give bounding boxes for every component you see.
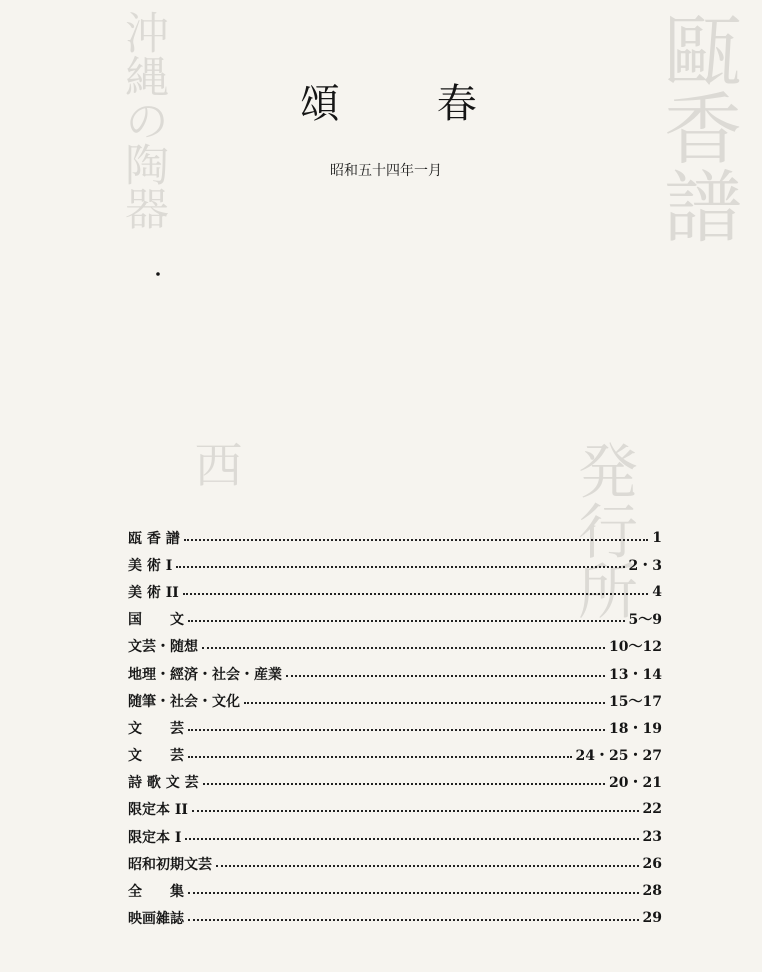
toc-label: 全 集	[128, 884, 184, 901]
toc-label: 瓯 香 譜	[128, 530, 180, 547]
toc-label: 昭和初期文芸	[128, 856, 212, 873]
toc-entry	[128, 524, 662, 551]
issue-date: 昭和五十四年一月	[330, 163, 442, 179]
toc-page-number: 29	[642, 910, 662, 927]
toc-page-number: 24・25・27	[575, 748, 662, 765]
toc-leader	[176, 566, 624, 568]
toc-entry	[128, 742, 662, 769]
toc-entry	[128, 551, 662, 578]
toc-label: 地理・經済・社会・産業	[128, 666, 282, 683]
toc-label: 美 術 I	[128, 557, 173, 574]
show-through-text: 沖縄の陶器	[117, 10, 168, 230]
page-title: 頌 春	[300, 81, 519, 127]
toc-leader	[202, 647, 605, 649]
toc-page-number: 13・14	[609, 666, 662, 683]
toc-page-number: 23	[642, 828, 662, 845]
toc-page-number: 4	[652, 583, 662, 600]
toc-label: 国 文	[128, 612, 184, 629]
toc-label: 詩 歌 文 芸	[128, 775, 199, 792]
toc-leader	[286, 675, 605, 677]
toc-page-number: 10～12	[609, 639, 662, 656]
toc-page-number: 5～9	[628, 612, 662, 629]
toc-leader	[192, 810, 639, 812]
toc-entry	[128, 823, 662, 850]
toc-leader	[185, 838, 638, 840]
toc-page-number: 26	[642, 855, 662, 872]
toc-leader	[188, 892, 639, 894]
toc-entry	[128, 905, 662, 932]
toc-leader	[188, 729, 605, 731]
toc-page-number: 15～17	[609, 693, 662, 710]
show-through-text: 発行所	[568, 440, 638, 620]
toc-label: 文 芸	[128, 720, 184, 737]
toc-leader	[203, 783, 605, 785]
toc-leader	[183, 593, 648, 595]
bullet-mark: ・	[150, 265, 167, 284]
toc-leader	[188, 756, 572, 758]
toc-leader	[188, 620, 625, 622]
show-through-text: 西	[186, 440, 242, 488]
toc-leader	[188, 919, 639, 921]
toc-entry	[128, 796, 662, 823]
toc-entry	[128, 660, 662, 687]
toc-entry	[128, 633, 662, 660]
toc-entry	[128, 687, 662, 714]
toc-label: 文芸・随想	[128, 639, 198, 656]
show-through-text: 甌香譜	[651, 10, 741, 244]
toc-label: 限定本 I	[128, 829, 182, 846]
toc-leader	[184, 539, 649, 541]
toc-leader	[244, 702, 605, 704]
toc-entry	[128, 850, 662, 877]
table-of-contents	[128, 524, 662, 932]
toc-label: 限定本 II	[128, 802, 188, 819]
toc-label: 映画雑誌	[128, 911, 184, 928]
toc-page-number: 22	[642, 801, 662, 818]
toc-page-number: 2・3	[628, 557, 662, 574]
toc-page-number: 28	[642, 883, 662, 900]
toc-entry	[128, 714, 662, 741]
toc-label: 随筆・社会・文化	[128, 693, 240, 710]
toc-leader	[216, 865, 639, 867]
toc-page-number: 18・19	[609, 720, 662, 737]
toc-entry	[128, 606, 662, 633]
toc-label: 美 術 II	[128, 584, 179, 601]
toc-page-number: 20・21	[609, 775, 662, 792]
toc-entry	[128, 578, 662, 605]
toc-page-number: 1	[652, 529, 662, 546]
toc-entry	[128, 877, 662, 904]
toc-entry	[128, 769, 662, 796]
toc-label: 文 芸	[128, 748, 184, 765]
